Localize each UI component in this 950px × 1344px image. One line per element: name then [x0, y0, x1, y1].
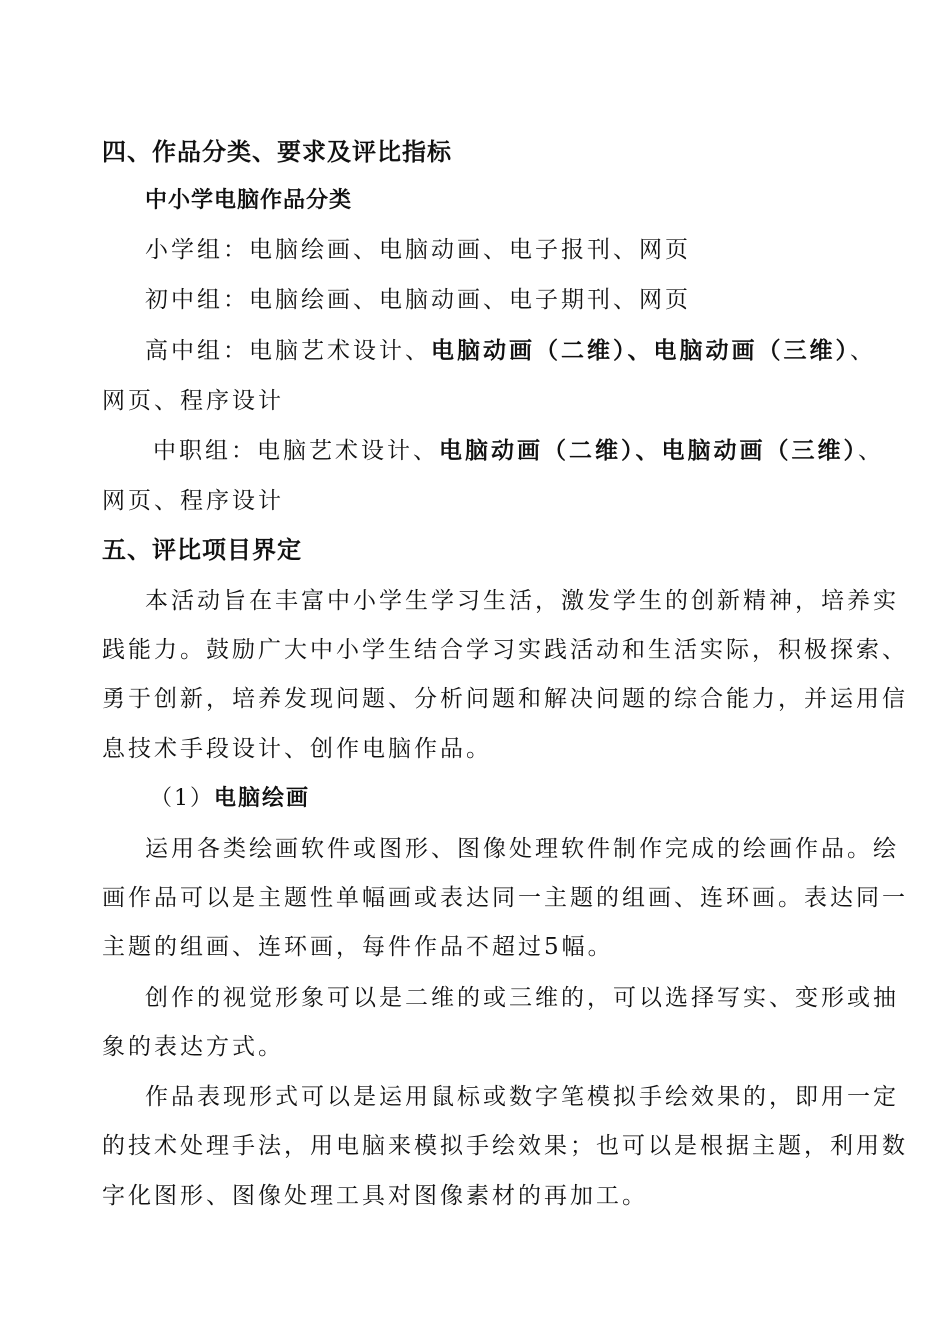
intro-line-4: 息技术手段设计、创作电脑作品。 — [102, 736, 492, 762]
primary-group-line: 小学组：电脑绘画、电脑动画、电子报刊、网页 — [145, 237, 691, 263]
vocational-group-cont: 网页、程序设计 — [102, 488, 284, 514]
senior-group-cont: 网页、程序设计 — [102, 388, 284, 414]
para2-line-1: 创作的视觉形象可以是二维的或三维的，可以选择写实、变形或抽 — [145, 985, 899, 1011]
para3-line-3: 字化图形、图像处理工具对图像素材的再加工。 — [102, 1183, 648, 1209]
intro-line-3: 勇于创新，培养发现问题、分析问题和解决问题的综合能力，并运用信 — [102, 686, 908, 712]
item-heading — [150, 783, 950, 815]
senior-suffix: 、 — [850, 338, 876, 364]
para2-line-2: 象的表达方式。 — [102, 1034, 284, 1060]
vocational-group-line — [153, 435, 950, 467]
item-number: （1） — [150, 786, 214, 811]
section-heading-5: 五、评比项目界定 — [102, 536, 302, 564]
para3-line-2: 的技术处理手法，用电脑来模拟手绘效果；也可以是根据主题，利用数 — [102, 1133, 908, 1159]
vocational-suffix: 、 — [858, 438, 884, 464]
junior-group-line: 初中组：电脑绘画、电脑动画、电子期刊、网页 — [145, 287, 691, 313]
subheading: 中小学电脑作品分类 — [145, 188, 353, 213]
item-title: 电脑绘画 — [214, 786, 311, 811]
senior-bold-2d: 电脑动画（二维）、 — [431, 338, 654, 364]
vocational-bold-3d: 电脑动画（三维） — [661, 438, 858, 464]
para1-line-1: 运用各类绘画软件或图形、图像处理软件制作完成的绘画作品。绘 — [145, 836, 899, 862]
vocational-prefix: 中职组：电脑艺术设计、 — [153, 438, 439, 464]
para3-line-1: 作品表现形式可以是运用鼠标或数字笔模拟手绘效果的，即用一定 — [145, 1084, 899, 1110]
intro-line-2: 践能力。鼓励广大中小学生结合学习实践活动和生活实际，积极探索、 — [102, 637, 908, 663]
senior-bold-3d: 电脑动画（三维） — [653, 338, 850, 364]
para1-line-3: 主题的组画、连环画，每件作品不超过5幅。 — [102, 934, 614, 960]
section-heading: 四、作品分类、要求及评比指标 — [102, 138, 452, 166]
senior-prefix: 高中组：电脑艺术设计、 — [145, 338, 431, 364]
senior-group-line — [145, 335, 950, 367]
para1-line-2: 画作品可以是主题性单幅画或表达同一主题的组画、连环画。表达同一 — [102, 885, 908, 911]
intro-line-1: 本活动旨在丰富中小学生学习生活，激发学生的创新精神，培养实 — [145, 588, 899, 614]
vocational-bold-2d: 电脑动画（二维）、 — [439, 438, 662, 464]
